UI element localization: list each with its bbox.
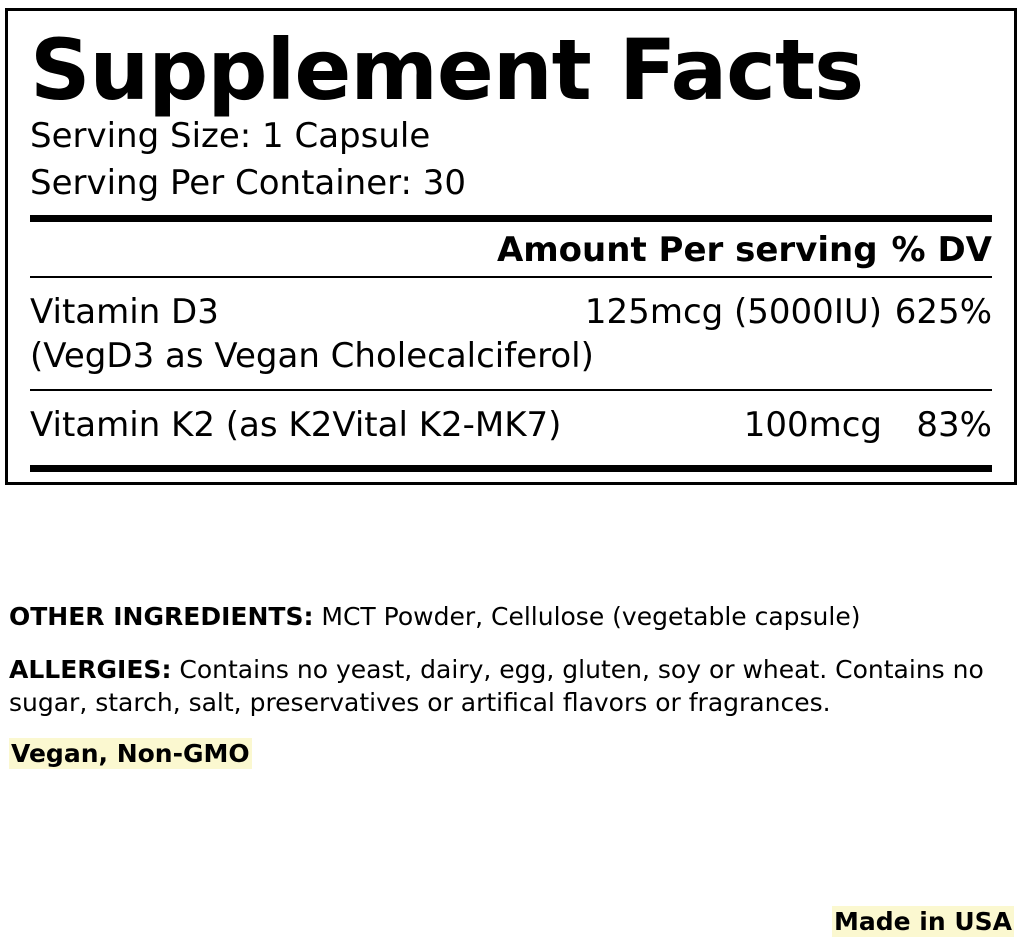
rule-thick-top [30,215,992,222]
nutrient-amount: 125mcg (5000IU) [584,292,882,333]
nutrient-row [30,391,992,457]
made-in-usa-badge: Made in USA [833,907,1012,936]
allergies [9,653,1011,719]
nutrient-name: Vitamin D3 [30,292,219,333]
rule-thick-bottom [30,465,992,472]
supplement-facts-panel [5,8,1017,485]
other-ingredients-text: MCT Powder, Cellulose (vegetable capsule) [313,602,861,631]
nutrient-dv: 625% [894,292,992,333]
footnotes-section [5,600,1015,768]
serving-per-container: Serving Per Container: 30 [30,163,467,204]
nutrient-amount: 100mcg [743,404,882,445]
nutrient-dv: 83% [916,404,992,445]
nutrient-row [30,278,992,388]
vegan-badge-wrap [9,739,1011,768]
allergies-text: Contains no yeast, dairy, egg, gluten, soy or wheat. Contains no sugar, starch, salt, preservatives or artifical flavors or fragrances. [9,655,984,717]
serving-size: Serving Size: 1 Capsule [30,116,431,157]
vegan-non-gmo-badge: Vegan, Non-GMO [11,739,250,768]
other-ingredients-label: OTHER INGREDIENTS: [9,602,314,631]
panel-title: Supplement Facts [30,21,864,119]
column-header-amount: Amount Per serving [496,230,878,271]
column-headers-row [30,222,992,276]
nutrient-subtext: (VegD3 as Vegan Cholecalciferol) [30,336,594,377]
column-header-dv: % DV [891,230,992,271]
allergies-label: ALLERGIES: [9,655,172,684]
nutrient-name: Vitamin K2 (as K2Vital K2-MK7) [30,404,562,445]
other-ingredients [9,600,1011,633]
